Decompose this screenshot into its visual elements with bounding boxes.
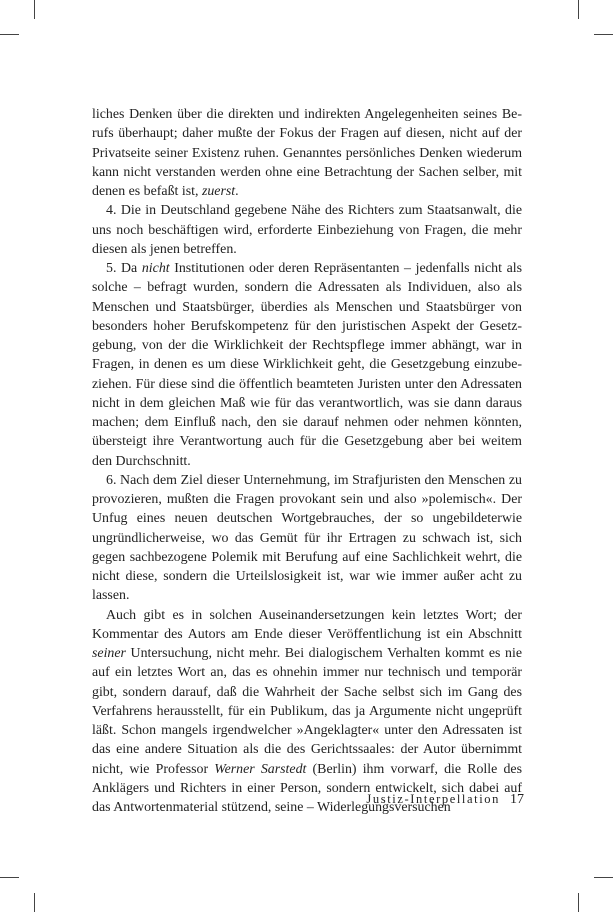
paragraph-closing — [92, 606, 522, 818]
running-footer — [366, 792, 524, 808]
text-run: . — [235, 184, 239, 199]
crop-mark-bottom-left-vertical — [34, 893, 35, 912]
crop-mark-top-right-horizontal — [594, 34, 613, 35]
text-run: Auch gibt es in solchen Auseinandersetzungen kein letztes Wort; der Kommentar des Autors am Ende dieser Veröffentlichung ist ein Abschnitt — [92, 607, 522, 642]
page-number: 17 — [510, 792, 524, 807]
crop-mark-bottom-right-horizontal — [594, 877, 613, 878]
text-run: 6. Nach dem Ziel dieser Unternehmung, im Strafjuristen den Menschen zu provozieren, mußten die Fragen provokant sein und also »polemisch«. Der Unfug eines neuen deutschen Wortgebrauches, der so ungebildeterwie ungründlicherweise, wo das Gemüt für ihr Ertragen zu schwach ist, sich gegen sachbezogene Polemik mit Berufung auf eine Sachlichkeit wehrt, die nicht diese, sondern die Urteilslosigkeit ist, war wie immer außer acht zu lassen. — [92, 472, 522, 604]
emphasis: zuerst — [201, 184, 236, 199]
emphasis-author-name: Werner Sarstedt — [214, 761, 307, 777]
paragraph-point-6 — [92, 471, 522, 606]
crop-mark-top-right-vertical — [578, 0, 579, 19]
text-run: liches Denken über die direkten und indirekten Angelegenheiten seines Berufs überhaupt; daher mußte der Fokus der Fragen auf diesen, nicht auf der Privatseite seiner Existenz ruhen. Genanntes persönliches Denken wiederum kann nicht verstanden werden ohne eine Betrachtung der Sachen selber, mit denen es befaßt ist, — [92, 107, 522, 199]
text-run: Institutionen oder deren Repräsentanten – jedenfalls nicht als solche – befragt wurden, sondern die Adressaten als Individuen, also als Menschen und Staatsbürger, überdies als Menschen und Staatsbürger von besonders hoher Berufskompetenz für den juristischen Aspekt der Gesetzgebung, von der die Wirklichkeit der Rechtspflege immer abhängt, war in Fragen, in denen es um diese Wirklichkeit geht, die Gesetzgebung einzubeziehen. Für diese sind die öffentlich beamteten Juristen unter den Adressaten nicht in dem gleichen Maß wie für das verantwortlich, was sie dann daraus machen; dem Einfluß nach, den sie darauf nehmen oder nehmen könnten, übersteigt ihre Verantwortung auch für die Gesetzgebung aber bei weitem den Durchschnitt. — [92, 261, 522, 469]
text-run: Untersuchung, nicht mehr. Bei dialogischem Verhalten kommt es nie auf ein letztes Wort an, das es ohnehin immer nur technisch und temporär gibt, sondern darauf, daß die Wahrheit der Sache selbst sich im Gang des Verfahrens herausstellt, für ein Publikum, das ja Argumente nicht ungeprüft läßt. Schon mangels irgendwelcher »Angeklagter« unter den Adressaten ist das eine andere Situation als die des Gerichtssaales: der Autor übernimmt nicht, wie Professor — [92, 646, 522, 777]
text-run: 5. Da — [106, 261, 142, 276]
crop-mark-bottom-right-vertical — [578, 893, 579, 912]
text-run: 4. Die in Deutschland gegebene Nähe des Richters zum Staatsanwalt, die uns noch beschäftigen wird, erforderte Einbeziehung von Fragen, die mehr diesen als jenen betreffen. — [92, 203, 522, 257]
crop-mark-bottom-left-horizontal — [0, 877, 19, 878]
text-run: (Berlin) ihm vorwarf, die Rolle des Anklägers und Richters in einer Person, sondern entwickelt, sich dabei auf das Antwortenmaterial stützend, seine – Widerlegungsversuchen — [92, 761, 523, 815]
emphasis: nicht — [141, 261, 170, 276]
paragraph-point-4 — [92, 201, 522, 259]
emphasis: seiner — [92, 646, 126, 661]
running-title: Justiz-Interpellation — [366, 792, 500, 806]
paragraph-continuation — [92, 105, 522, 201]
crop-mark-top-left-horizontal — [0, 34, 19, 35]
paragraph-point-5 — [92, 259, 522, 471]
crop-mark-top-left-vertical — [34, 0, 35, 19]
body-text — [92, 105, 522, 817]
